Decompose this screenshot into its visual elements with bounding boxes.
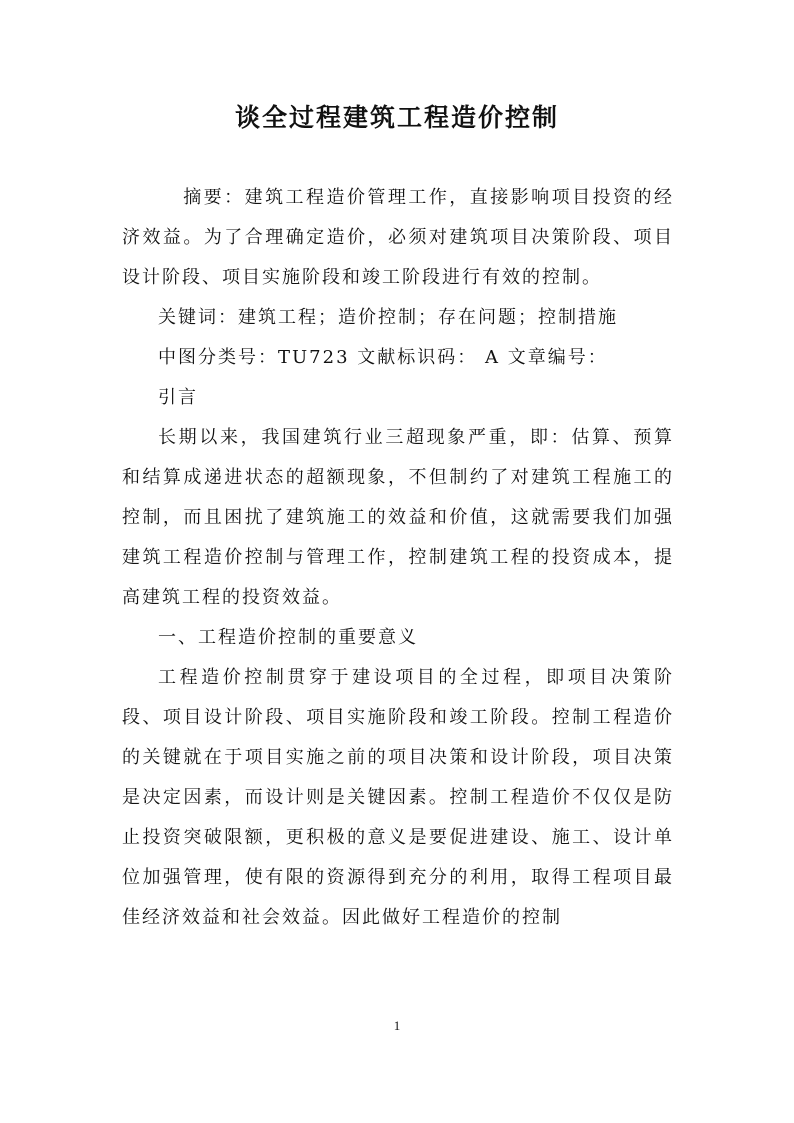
introduction-paragraph: 长期以来，我国建筑行业三超现象严重，即：估算、预算和结算成递进状态的超额现象，不但制约了对建筑工程施工的控制，而且困扰了建筑施工的效益和价值，这就需要我们加强建筑工程造价控制与管理工作，控制建筑工程的投资成本，提高建筑工程的投资效益。 — [122, 427, 674, 608]
section-heading-1: 一、工程造价控制的重要意义 — [158, 627, 418, 648]
page-number: 1 — [393, 1018, 401, 1033]
abstract-paragraph: 摘要：建筑工程造价管理工作，直接影响项目投资的经济效益。为了合理确定造价，必须对建筑项目决策阶段、项目设计阶段、项目实施阶段和竣工阶段进行有效的控制。 — [122, 187, 674, 288]
introduction-heading: 引言 — [158, 387, 198, 408]
section-1-paragraph: 工程造价控制贯穿于建设项目的全过程，即项目决策阶段、项目设计阶段、项目实施阶段和竣工阶段。控制工程造价的关键就在于项目实施之前的项目决策和设计阶段，项目决策是决定因素，而设计则是关键因素。控制工程造价不仅仅是防止投资突破限额，更积极的意义是要促进建设、施工、设计单位加强管理，使有限的资源得到充分的利用，取得工程项目最佳经济效益和社会效益。因此做好工程造价的控制 — [122, 667, 674, 928]
document-body — [122, 178, 674, 938]
keywords-line: 关键词：建筑工程；造价控制；存在问题；控制措施 — [158, 307, 618, 328]
document-title: 谈全过程建筑工程造价控制 — [234, 103, 559, 132]
classification-line: 中图分类号：TU723 文献标识码： A 文章编号： — [158, 347, 608, 368]
